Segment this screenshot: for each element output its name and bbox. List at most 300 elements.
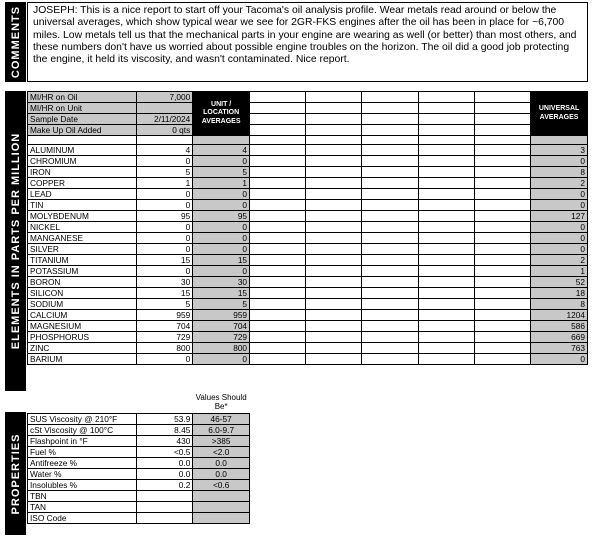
element-value: 0 bbox=[136, 222, 193, 233]
property-should-be: <2.0 bbox=[193, 446, 250, 457]
empty-cell bbox=[418, 332, 474, 343]
empty-cell bbox=[418, 92, 474, 103]
element-value: 0 bbox=[136, 156, 193, 167]
element-unit-average: 800 bbox=[193, 343, 250, 354]
empty-cell bbox=[362, 424, 418, 435]
element-universal-average: 763 bbox=[531, 343, 588, 354]
element-row bbox=[28, 288, 588, 299]
element-universal-average: 1 bbox=[531, 266, 588, 277]
empty-cell bbox=[250, 211, 306, 222]
property-name: TAN bbox=[28, 501, 137, 512]
element-universal-average: 2 bbox=[531, 178, 588, 189]
property-name: Fuel % bbox=[28, 446, 137, 457]
property-row bbox=[28, 457, 588, 468]
empty-cell bbox=[250, 321, 306, 332]
element-value: 95 bbox=[136, 211, 193, 222]
property-row bbox=[28, 512, 588, 523]
element-universal-average: 0 bbox=[531, 156, 588, 167]
element-unit-average: 0 bbox=[193, 200, 250, 211]
sample-info-value: 0 qts bbox=[136, 125, 193, 136]
empty-cell bbox=[418, 277, 474, 288]
empty-cell bbox=[362, 321, 418, 332]
empty-cell bbox=[249, 413, 305, 424]
element-unit-average: 30 bbox=[193, 277, 250, 288]
empty-cell bbox=[418, 145, 474, 156]
element-value: 1 bbox=[136, 178, 193, 189]
element-row bbox=[28, 343, 588, 354]
empty-cell bbox=[362, 277, 418, 288]
element-unit-average: 4 bbox=[193, 145, 250, 156]
empty-cell bbox=[250, 156, 306, 167]
element-name: CHROMIUM bbox=[28, 156, 137, 167]
element-name: BARIUM bbox=[28, 354, 137, 365]
property-name: Antifreeze % bbox=[28, 457, 137, 468]
element-name: TITANIUM bbox=[28, 255, 137, 266]
empty-cell bbox=[306, 136, 362, 145]
element-universal-average: 669 bbox=[531, 332, 588, 343]
empty-cell bbox=[531, 446, 587, 457]
empty-cell bbox=[362, 189, 418, 200]
element-unit-average: 0 bbox=[193, 189, 250, 200]
element-value: 0 bbox=[136, 233, 193, 244]
element-row bbox=[28, 277, 588, 288]
empty-cell bbox=[418, 244, 474, 255]
comments-section bbox=[5, 2, 588, 82]
universal-averages-header: UNIVERSAL AVERAGES bbox=[531, 92, 588, 136]
empty-cell bbox=[474, 103, 530, 114]
empty-cell bbox=[250, 299, 306, 310]
property-should-be bbox=[193, 512, 250, 523]
element-name: CALCIUM bbox=[28, 310, 137, 321]
empty-cell bbox=[418, 490, 474, 501]
element-name: BORON bbox=[28, 277, 137, 288]
empty-cell bbox=[306, 277, 362, 288]
property-value: 8.45 bbox=[136, 424, 193, 435]
element-name: SILVER bbox=[28, 244, 137, 255]
empty-cell bbox=[306, 299, 362, 310]
empty-cell bbox=[306, 321, 362, 332]
empty-cell bbox=[418, 479, 474, 490]
empty-cell bbox=[250, 288, 306, 299]
empty-cell bbox=[250, 167, 306, 178]
element-universal-average: 2 bbox=[531, 255, 588, 266]
empty-cell bbox=[250, 222, 306, 233]
empty-cell bbox=[474, 136, 530, 145]
element-unit-average: 729 bbox=[193, 332, 250, 343]
property-row bbox=[28, 490, 588, 501]
elements-table bbox=[27, 91, 588, 365]
empty-cell bbox=[306, 392, 362, 413]
element-value: 0 bbox=[136, 189, 193, 200]
element-row bbox=[28, 145, 588, 156]
element-value: 15 bbox=[136, 255, 193, 266]
empty-cell bbox=[362, 490, 418, 501]
element-universal-average: 586 bbox=[531, 321, 588, 332]
properties-label: PROPERTIES bbox=[5, 412, 26, 535]
element-universal-average: 127 bbox=[531, 211, 588, 222]
element-row bbox=[28, 200, 588, 211]
element-name: IRON bbox=[28, 167, 137, 178]
empty-cell bbox=[362, 332, 418, 343]
empty-cell bbox=[249, 457, 305, 468]
element-name: MAGNESIUM bbox=[28, 321, 137, 332]
empty-cell bbox=[475, 413, 531, 424]
empty-cell bbox=[418, 189, 474, 200]
empty-cell bbox=[250, 277, 306, 288]
empty-cell bbox=[418, 435, 474, 446]
empty-cell bbox=[474, 145, 530, 156]
empty-cell bbox=[306, 156, 362, 167]
empty-cell bbox=[418, 457, 474, 468]
empty-cell bbox=[418, 413, 474, 424]
element-row bbox=[28, 211, 588, 222]
property-row bbox=[28, 468, 588, 479]
empty-cell bbox=[418, 446, 474, 457]
element-name: NICKEL bbox=[28, 222, 137, 233]
empty-cell bbox=[418, 136, 474, 145]
element-universal-average: 0 bbox=[531, 354, 588, 365]
empty-cell bbox=[531, 501, 587, 512]
element-name: PHOSPHORUS bbox=[28, 332, 137, 343]
element-value: 5 bbox=[136, 299, 193, 310]
element-universal-average: 3 bbox=[531, 145, 588, 156]
element-row bbox=[28, 310, 588, 321]
empty-cell bbox=[250, 189, 306, 200]
empty-cell bbox=[474, 125, 530, 136]
empty-cell bbox=[531, 457, 587, 468]
element-unit-average: 0 bbox=[193, 233, 250, 244]
empty-cell bbox=[306, 512, 362, 523]
empty-cell bbox=[474, 288, 530, 299]
empty-cell bbox=[249, 446, 305, 457]
property-name: TBN bbox=[28, 490, 137, 501]
empty-cell bbox=[362, 457, 418, 468]
empty-cell bbox=[418, 233, 474, 244]
comments-label: COMMENTS bbox=[5, 2, 26, 82]
empty-cell bbox=[362, 413, 418, 424]
empty-cell bbox=[306, 92, 362, 103]
empty-cell bbox=[306, 233, 362, 244]
property-name: cSt Viscosity @ 100°C bbox=[28, 424, 137, 435]
property-name: ISO Code bbox=[28, 512, 137, 523]
empty-cell bbox=[362, 299, 418, 310]
properties-section bbox=[5, 392, 588, 535]
property-row bbox=[28, 479, 588, 490]
empty-cell bbox=[250, 103, 306, 114]
property-row bbox=[28, 424, 588, 435]
empty-cell bbox=[249, 512, 305, 523]
element-value: 959 bbox=[136, 310, 193, 321]
empty-cell bbox=[474, 92, 530, 103]
empty-cell bbox=[418, 512, 474, 523]
property-value: 430 bbox=[136, 435, 193, 446]
element-unit-average: 1 bbox=[193, 178, 250, 189]
element-row bbox=[28, 156, 588, 167]
empty-cell bbox=[531, 392, 587, 413]
empty-cell bbox=[28, 136, 137, 145]
property-value: 53.9 bbox=[136, 413, 193, 424]
sample-info-value bbox=[136, 103, 193, 114]
empty-cell bbox=[475, 490, 531, 501]
element-row bbox=[28, 255, 588, 266]
element-name: POTASSIUM bbox=[28, 266, 137, 277]
empty-cell bbox=[474, 222, 530, 233]
element-universal-average: 0 bbox=[531, 244, 588, 255]
element-value: 0 bbox=[136, 354, 193, 365]
empty-cell bbox=[249, 392, 305, 413]
empty-cell bbox=[418, 343, 474, 354]
empty-cell bbox=[249, 468, 305, 479]
empty-cell bbox=[418, 468, 474, 479]
empty-cell bbox=[474, 244, 530, 255]
element-row bbox=[28, 321, 588, 332]
empty-cell bbox=[418, 200, 474, 211]
sample-info-row bbox=[28, 103, 588, 114]
element-value: 30 bbox=[136, 277, 193, 288]
sample-info-row bbox=[28, 114, 588, 125]
empty-cell bbox=[306, 125, 362, 136]
empty-cell bbox=[362, 92, 418, 103]
empty-cell bbox=[418, 211, 474, 222]
sample-info-value: 7,000 bbox=[136, 92, 193, 103]
element-value: 4 bbox=[136, 145, 193, 156]
empty-cell bbox=[250, 178, 306, 189]
element-name: LEAD bbox=[28, 189, 137, 200]
empty-cell bbox=[250, 343, 306, 354]
empty-cell bbox=[362, 255, 418, 266]
empty-cell bbox=[474, 266, 530, 277]
element-universal-average: 0 bbox=[531, 189, 588, 200]
property-row bbox=[28, 413, 588, 424]
empty-cell bbox=[249, 435, 305, 446]
element-value: 800 bbox=[136, 343, 193, 354]
empty-cell bbox=[474, 189, 530, 200]
empty-cell bbox=[362, 446, 418, 457]
element-value: 0 bbox=[136, 266, 193, 277]
element-universal-average: 52 bbox=[531, 277, 588, 288]
empty-cell bbox=[531, 413, 587, 424]
empty-cell bbox=[475, 468, 531, 479]
element-universal-average: 1204 bbox=[531, 310, 588, 321]
element-name: TIN bbox=[28, 200, 137, 211]
empty-cell bbox=[250, 255, 306, 266]
empty-cell bbox=[418, 103, 474, 114]
empty-cell bbox=[362, 233, 418, 244]
empty-cell bbox=[136, 136, 193, 145]
empty-cell bbox=[306, 255, 362, 266]
empty-cell bbox=[418, 501, 474, 512]
element-row bbox=[28, 266, 588, 277]
property-name: Insolubles % bbox=[28, 479, 137, 490]
empty-cell bbox=[306, 468, 362, 479]
empty-cell bbox=[250, 200, 306, 211]
empty-cell bbox=[474, 178, 530, 189]
property-should-be: >385 bbox=[193, 435, 250, 446]
empty-cell bbox=[28, 392, 137, 413]
sample-info-label: MI/HR on Oil bbox=[28, 92, 137, 103]
empty-cell bbox=[418, 299, 474, 310]
element-universal-average: 0 bbox=[531, 222, 588, 233]
unit-location-averages-header: UNIT / LOCATION AVERAGES bbox=[193, 92, 250, 136]
empty-cell bbox=[475, 479, 531, 490]
empty-cell bbox=[475, 392, 531, 413]
element-name: MANGANESE bbox=[28, 233, 137, 244]
empty-cell bbox=[418, 321, 474, 332]
element-row bbox=[28, 178, 588, 189]
empty-cell bbox=[362, 211, 418, 222]
empty-cell bbox=[362, 156, 418, 167]
empty-cell bbox=[474, 332, 530, 343]
element-unit-average: 959 bbox=[193, 310, 250, 321]
element-unit-average: 0 bbox=[193, 222, 250, 233]
comments-text: JOSEPH: This is a nice report to start off your Tacoma's oil analysis profile. Wear metals read around or below the universal averages, which show typical wear we see for 2GR-FKS engines after the oil has been in place for ~6,700 miles. Low metals tell us that the mechanical parts in your engine are wearing as well (or better) than most others, and these numbers don't have us worried about possible engine troubles on the horizon. The oil did a good job protecting the engine, it held its viscosity, and wasn't contaminated. Nice report. bbox=[27, 2, 588, 82]
empty-cell bbox=[250, 310, 306, 321]
properties-header-row bbox=[28, 392, 588, 413]
empty-cell bbox=[418, 167, 474, 178]
empty-cell bbox=[250, 145, 306, 156]
empty-cell bbox=[474, 167, 530, 178]
empty-cell bbox=[306, 222, 362, 233]
empty-cell bbox=[306, 114, 362, 125]
element-unit-average: 95 bbox=[193, 211, 250, 222]
empty-cell bbox=[306, 490, 362, 501]
empty-cell bbox=[474, 277, 530, 288]
element-unit-average: 5 bbox=[193, 167, 250, 178]
empty-cell bbox=[306, 424, 362, 435]
empty-cell bbox=[474, 200, 530, 211]
empty-cell bbox=[418, 392, 474, 413]
empty-cell bbox=[306, 145, 362, 156]
empty-cell bbox=[531, 512, 587, 523]
property-should-be bbox=[193, 490, 250, 501]
element-row bbox=[28, 354, 588, 365]
element-universal-average: 0 bbox=[531, 233, 588, 244]
empty-cell bbox=[306, 332, 362, 343]
property-value: 0.0 bbox=[136, 457, 193, 468]
empty-cell bbox=[306, 200, 362, 211]
empty-cell bbox=[418, 156, 474, 167]
empty-cell bbox=[531, 490, 587, 501]
empty-cell bbox=[306, 354, 362, 365]
empty-cell bbox=[531, 424, 587, 435]
property-name: Water % bbox=[28, 468, 137, 479]
empty-cell bbox=[306, 479, 362, 490]
element-name: SODIUM bbox=[28, 299, 137, 310]
element-row bbox=[28, 332, 588, 343]
empty-cell bbox=[362, 103, 418, 114]
element-value: 5 bbox=[136, 167, 193, 178]
empty-cell bbox=[306, 244, 362, 255]
empty-cell bbox=[306, 167, 362, 178]
empty-cell bbox=[362, 435, 418, 446]
element-value: 15 bbox=[136, 288, 193, 299]
empty-cell bbox=[362, 136, 418, 145]
property-should-be: 0.0 bbox=[193, 468, 250, 479]
property-value: 0.0 bbox=[136, 468, 193, 479]
empty-cell bbox=[531, 468, 587, 479]
empty-cell bbox=[250, 114, 306, 125]
empty-cell bbox=[250, 266, 306, 277]
empty-cell bbox=[362, 392, 418, 413]
element-row bbox=[28, 244, 588, 255]
empty-cell bbox=[249, 501, 305, 512]
empty-cell bbox=[418, 424, 474, 435]
empty-cell bbox=[362, 200, 418, 211]
property-should-be: 46-57 bbox=[193, 413, 250, 424]
element-row bbox=[28, 233, 588, 244]
empty-cell bbox=[306, 103, 362, 114]
empty-cell bbox=[475, 512, 531, 523]
unit-avg-cell bbox=[193, 136, 250, 145]
element-unit-average: 15 bbox=[193, 288, 250, 299]
element-name: ALUMINUM bbox=[28, 145, 137, 156]
empty-cell bbox=[474, 211, 530, 222]
elements-section bbox=[5, 91, 588, 391]
empty-cell bbox=[362, 501, 418, 512]
sample-info-label: Sample Date bbox=[28, 114, 137, 125]
element-universal-average: 0 bbox=[531, 200, 588, 211]
empty-cell bbox=[362, 145, 418, 156]
empty-cell bbox=[475, 457, 531, 468]
empty-cell bbox=[475, 435, 531, 446]
empty-cell bbox=[474, 255, 530, 266]
element-universal-average: 8 bbox=[531, 167, 588, 178]
empty-cell bbox=[362, 343, 418, 354]
empty-cell bbox=[250, 233, 306, 244]
properties-table bbox=[27, 392, 588, 524]
empty-cell bbox=[306, 211, 362, 222]
element-unit-average: 0 bbox=[193, 244, 250, 255]
empty-cell bbox=[362, 266, 418, 277]
empty-cell bbox=[474, 321, 530, 332]
sample-info-label: MI/HR on Unit bbox=[28, 103, 137, 114]
empty-cell bbox=[418, 288, 474, 299]
element-unit-average: 0 bbox=[193, 266, 250, 277]
empty-cell bbox=[362, 288, 418, 299]
empty-cell bbox=[306, 189, 362, 200]
element-name: SILICON bbox=[28, 288, 137, 299]
element-row bbox=[28, 299, 588, 310]
universal-cell bbox=[531, 136, 588, 145]
empty-cell bbox=[474, 156, 530, 167]
element-name: ZINC bbox=[28, 343, 137, 354]
empty-cell bbox=[418, 354, 474, 365]
empty-cell bbox=[418, 222, 474, 233]
property-value bbox=[136, 490, 193, 501]
empty-cell bbox=[362, 468, 418, 479]
empty-cell bbox=[362, 354, 418, 365]
property-should-be: 0.0 bbox=[193, 457, 250, 468]
element-unit-average: 0 bbox=[193, 156, 250, 167]
empty-cell bbox=[249, 424, 305, 435]
empty-cell bbox=[250, 244, 306, 255]
property-row bbox=[28, 446, 588, 457]
empty-cell bbox=[362, 512, 418, 523]
property-row bbox=[28, 501, 588, 512]
property-value bbox=[136, 512, 193, 523]
empty-cell bbox=[136, 392, 193, 413]
empty-cell bbox=[306, 343, 362, 354]
empty-cell bbox=[250, 136, 306, 145]
empty-cell bbox=[362, 310, 418, 321]
element-name: MOLYBDENUM bbox=[28, 211, 137, 222]
empty-cell bbox=[474, 354, 530, 365]
empty-cell bbox=[306, 501, 362, 512]
element-value: 0 bbox=[136, 244, 193, 255]
element-row bbox=[28, 189, 588, 200]
property-row bbox=[28, 435, 588, 446]
sample-info-value: 2/11/2024 bbox=[136, 114, 193, 125]
